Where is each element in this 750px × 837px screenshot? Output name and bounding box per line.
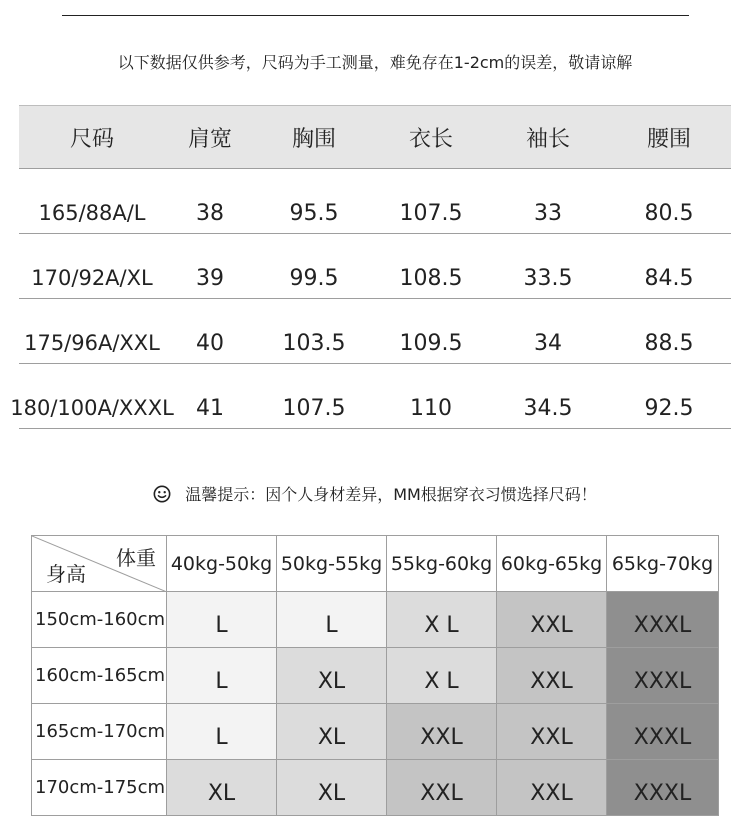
size-cell: L bbox=[277, 592, 387, 648]
size-cell: L bbox=[167, 648, 277, 704]
chest-cell: 107.5 bbox=[282, 395, 346, 421]
length-cell: 108.5 bbox=[399, 265, 463, 291]
length-cell: 109.5 bbox=[399, 330, 463, 356]
header-cell: 肩宽 bbox=[187, 126, 232, 152]
length-cell: 107.5 bbox=[399, 200, 463, 226]
size-cell: XL bbox=[277, 760, 387, 816]
size-code-cell: 180/100A/XXXL bbox=[10, 396, 174, 420]
corner-cell bbox=[32, 536, 167, 592]
smiley-icon bbox=[153, 485, 171, 503]
weight-header: 40kg-50kg bbox=[167, 536, 277, 592]
tip-text: 温馨提示：因个人身材差异，MM根据穿衣习惯选择尺码！ bbox=[185, 485, 597, 504]
weight-header-row bbox=[32, 536, 719, 592]
shoulder-cell: 41 bbox=[196, 395, 224, 421]
table-row bbox=[32, 648, 719, 704]
measurement-note: 以下数据仅供参考，尺码为手工测量，难免存在1-2cm的误差，敬请谅解 bbox=[117, 53, 633, 72]
size-chart-table bbox=[10, 105, 731, 429]
height-label: 150cm-160cm bbox=[32, 592, 167, 648]
size-cell: XXL bbox=[387, 704, 497, 760]
sleeve-cell: 34 bbox=[534, 330, 562, 356]
sleeve-cell: 33 bbox=[534, 200, 562, 226]
size-cell: XXL bbox=[497, 760, 607, 816]
size-cell: XL bbox=[167, 760, 277, 816]
size-cell: L bbox=[167, 592, 277, 648]
header-cell: 胸围 bbox=[291, 126, 336, 152]
tip-line bbox=[0, 482, 750, 505]
size-cell: X L bbox=[387, 648, 497, 704]
table-row bbox=[32, 704, 719, 760]
size-chart-header bbox=[19, 105, 731, 169]
size-recommendation-table bbox=[31, 535, 719, 816]
size-cell: XXXL bbox=[607, 648, 719, 704]
table-row bbox=[10, 364, 731, 429]
chest-cell: 103.5 bbox=[282, 330, 346, 356]
size-cell: XXL bbox=[497, 648, 607, 704]
size-cell: XL bbox=[277, 648, 387, 704]
top-divider bbox=[62, 15, 689, 16]
height-label: 165cm-170cm bbox=[32, 704, 167, 760]
sleeve-cell: 34.5 bbox=[523, 395, 573, 421]
height-label: 170cm-175cm bbox=[32, 760, 167, 816]
size-cell: XXL bbox=[497, 704, 607, 760]
size-cell: XL bbox=[277, 704, 387, 760]
table-row bbox=[32, 760, 719, 816]
weight-header: 55kg-60kg bbox=[387, 536, 497, 592]
shoulder-cell: 40 bbox=[196, 330, 224, 356]
size-cell: X L bbox=[387, 592, 497, 648]
header-cell: 尺码 bbox=[69, 126, 114, 152]
size-code-cell: 165/88A/L bbox=[38, 201, 146, 225]
table-row bbox=[19, 169, 731, 234]
header-cell: 衣长 bbox=[408, 126, 453, 152]
table-row bbox=[19, 299, 731, 364]
table-row bbox=[32, 592, 719, 648]
waist-cell: 88.5 bbox=[644, 330, 694, 356]
header-cell: 腰围 bbox=[646, 126, 691, 152]
chest-cell: 99.5 bbox=[289, 265, 339, 291]
waist-cell: 92.5 bbox=[644, 395, 694, 421]
size-cell: L bbox=[167, 704, 277, 760]
size-code-cell: 170/92A/XL bbox=[31, 266, 153, 290]
shoulder-cell: 38 bbox=[196, 200, 224, 226]
height-axis-label: 身高 bbox=[46, 562, 86, 586]
height-label: 160cm-165cm bbox=[32, 648, 167, 704]
size-code-cell: 175/96A/XXL bbox=[24, 331, 160, 355]
length-cell: 110 bbox=[410, 395, 452, 421]
size-cell: XXXL bbox=[607, 592, 719, 648]
weight-header: 65kg-70kg bbox=[607, 536, 719, 592]
table-row bbox=[19, 234, 731, 299]
waist-cell: 84.5 bbox=[644, 265, 694, 291]
size-cell: XXXL bbox=[607, 760, 719, 816]
header-cell: 袖长 bbox=[525, 126, 570, 152]
sleeve-cell: 33.5 bbox=[523, 265, 573, 291]
chest-cell: 95.5 bbox=[289, 200, 339, 226]
size-cell: XXXL bbox=[607, 704, 719, 760]
weight-header: 50kg-55kg bbox=[277, 536, 387, 592]
waist-cell: 80.5 bbox=[644, 200, 694, 226]
shoulder-cell: 39 bbox=[196, 265, 224, 291]
weight-header: 60kg-65kg bbox=[497, 536, 607, 592]
weight-axis-label: 体重 bbox=[116, 546, 156, 570]
size-cell: XXL bbox=[387, 760, 497, 816]
size-cell: XXL bbox=[497, 592, 607, 648]
